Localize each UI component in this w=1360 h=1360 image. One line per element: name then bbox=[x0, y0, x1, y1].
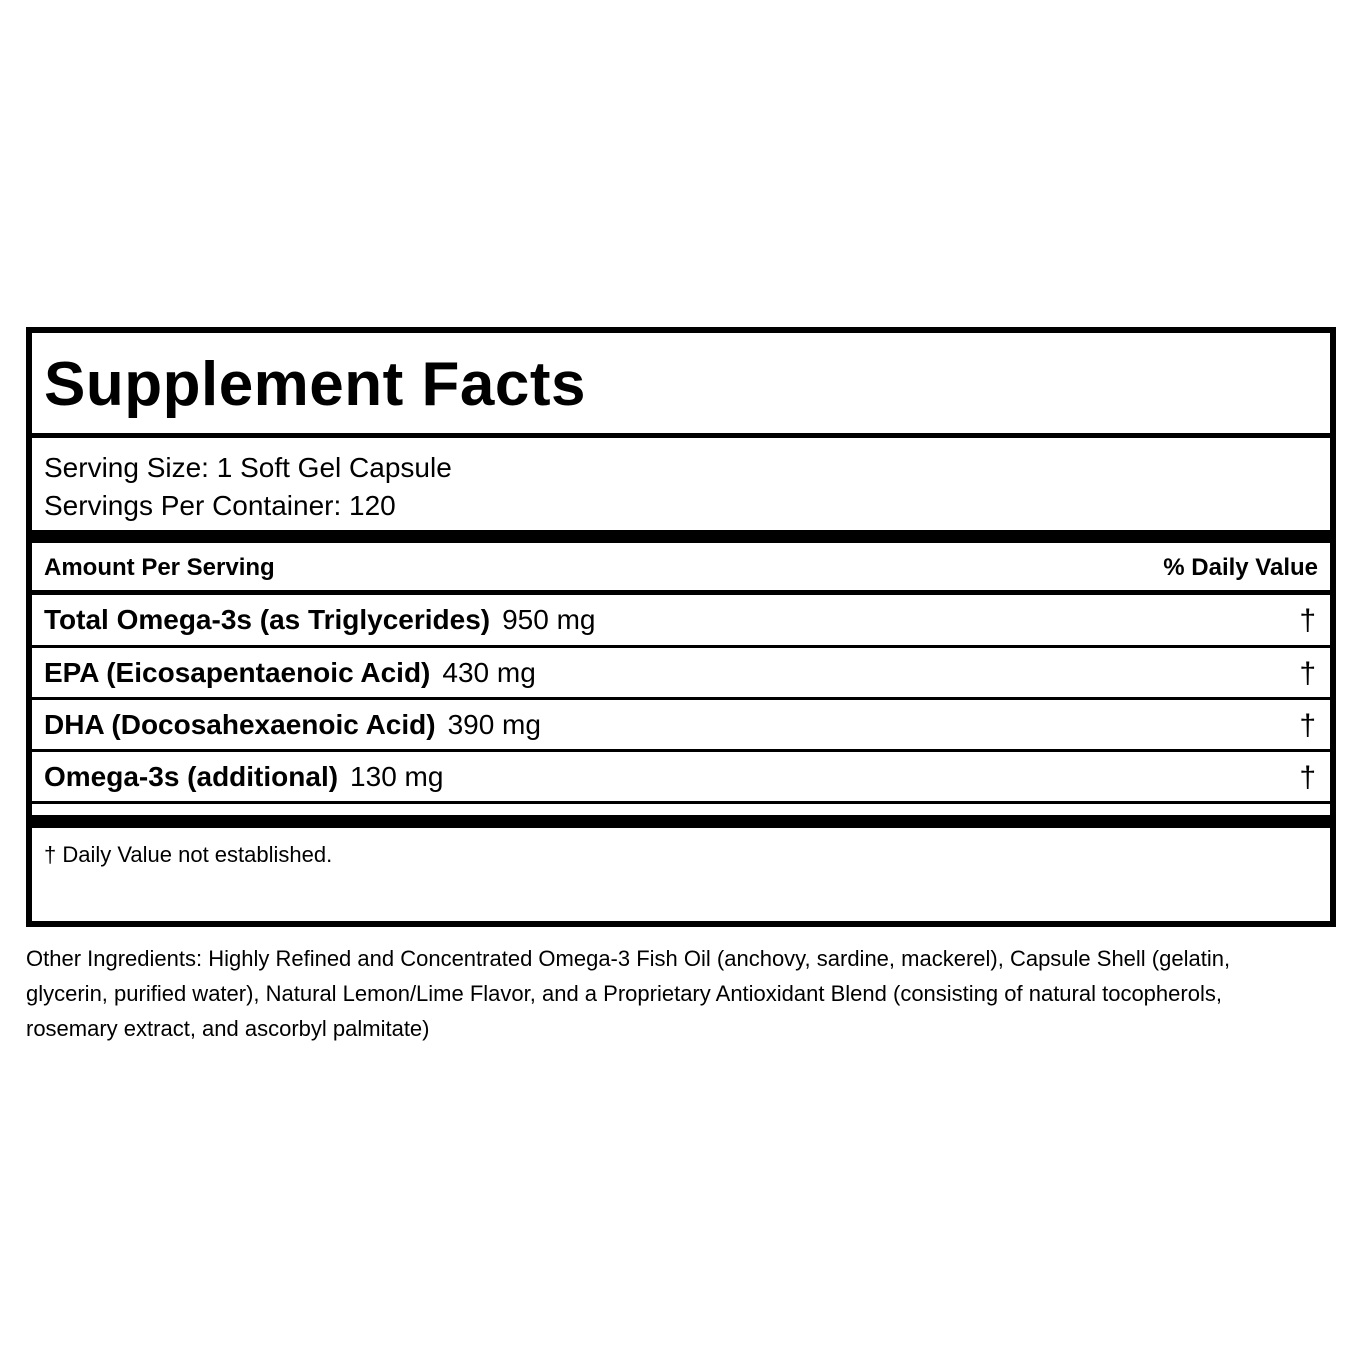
thick-divider-top bbox=[32, 530, 1330, 543]
servings-per-container: Servings Per Container: 120 bbox=[44, 490, 396, 521]
nutrient-row bbox=[32, 700, 1330, 750]
nutrient-amount: 130 mg bbox=[350, 761, 444, 792]
nutrient-row bbox=[32, 648, 1330, 698]
daily-value-dagger: † bbox=[1299, 604, 1316, 637]
divider-under-title bbox=[32, 433, 1330, 438]
other-ingredients: Other Ingredients: Highly Refined and Concentrated Omega-3 Fish Oil (anchovy, sardine, mackerel), Capsule Shell (gelatin, glycerin, purified water), Natural Lemon/Lime Flavor, and a Proprietary Antioxidant Blend (consisting of natural tocopherols, rosemary extract, and ascorbyl palmitate) bbox=[26, 946, 1231, 1041]
row-divider bbox=[32, 801, 1330, 804]
panel-title: Supplement Facts bbox=[44, 350, 586, 419]
nutrient-name: Omega-3s (additional) bbox=[44, 761, 339, 792]
nutrient-name: EPA (Eicosapentaenoic Acid) bbox=[44, 657, 431, 688]
daily-value-dagger: † bbox=[1299, 761, 1316, 794]
nutrient-amount: 950 mg bbox=[502, 604, 596, 635]
header-amount-per-serving: Amount Per Serving bbox=[44, 554, 275, 581]
nutrient-row bbox=[32, 752, 1330, 802]
daily-value-dagger: † bbox=[1299, 709, 1316, 742]
nutrient-amount: 390 mg bbox=[447, 709, 541, 740]
supplement-facts-panel bbox=[26, 327, 1336, 927]
daily-value-dagger: † bbox=[1299, 657, 1316, 690]
thick-divider-bottom bbox=[32, 815, 1330, 828]
nutrient-row bbox=[32, 595, 1330, 645]
serving-size: Serving Size: 1 Soft Gel Capsule bbox=[44, 452, 452, 483]
footnote: † Daily Value not established. bbox=[44, 842, 333, 867]
nutrient-amount: 430 mg bbox=[442, 657, 536, 688]
header-daily-value: % Daily Value bbox=[1163, 554, 1318, 581]
nutrient-name: DHA (Docosahexaenoic Acid) bbox=[44, 709, 436, 740]
nutrient-name: Total Omega-3s (as Triglycerides) bbox=[44, 604, 491, 635]
